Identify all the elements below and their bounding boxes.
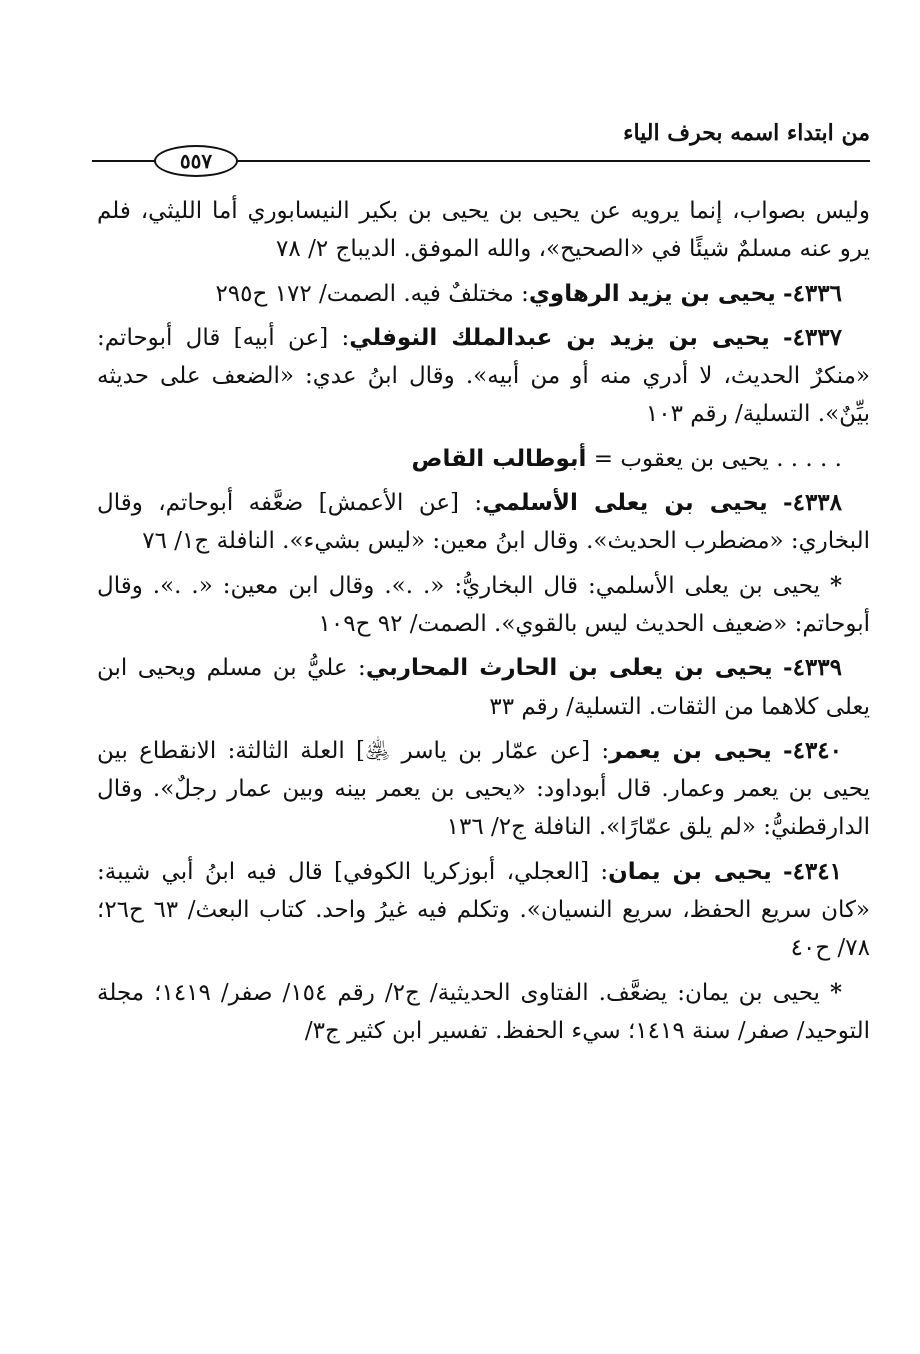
entry-text: : [عن أبيه] قال أبوحاتم: «منكرٌ الحديث، لا أدري منه أو من أبيه». وقال ابنُ عدي: «الضعف على حديثه بيِّنٌ». التسلية/ رقم ١٠٣: [97, 324, 870, 428]
entry-4341-note: [97, 974, 870, 1051]
entry-text: : [عن الأعمش] ضعَّفه أبوحاتم، وقال البخاري: «مضطرب الحديث». وقال ابنُ معين: «ليس بشيء». النافلة ج١/ ٧٦: [97, 490, 870, 555]
entry-text: : [العجلي، أبوزكريا الكوفي] قال فيه ابنُ أبي شيبة: «كان سريع الحفظ، سريع النسيان». وتكلم فيه غيرُ واحد. كتاب البعث/ ٦٣ ح٢٦؛ ٧٨/ ح٤٠: [97, 858, 870, 962]
entry-number: ٤٣٣٦-: [783, 279, 842, 307]
entry-4340: [97, 732, 870, 847]
entry-number: ٤٣٤٠-: [783, 736, 843, 764]
entry-text: : مختلفٌ فيه. الصمت/ ١٧٢ ح٢٩٥: [215, 280, 529, 307]
entry-4336: [97, 275, 870, 313]
entry-name: يحيى بن يعلى الأسلمي: [482, 490, 768, 517]
entry-number: ٤٣٤١-: [783, 857, 842, 885]
entry-text: : [عن عمّار بن ياسر ﵁] العلة الثالثة: الانقطاع بين يحيى بن يعمر وعمار. قال أبوداود: «يحيى بن يعمر بينه وبين عمار رجلٌ». وقال الدارقطنيُّ: «لم يلق عمّارًا». النافلة ج٢/ ١٣٦: [97, 737, 870, 841]
body-text: [97, 192, 870, 1056]
running-title: من ابتداء اسمه بحرف الياء: [623, 120, 870, 146]
entry-name: يحيى بن يعمر: [609, 737, 772, 764]
star-marker: *: [829, 978, 843, 1006]
ellipsis-dots: . . . . .: [776, 445, 842, 472]
page-header: [92, 112, 870, 182]
entry-cross-reference: [97, 440, 870, 478]
entry-text: : عليُّ بن مسلم ويحيى ابن يعلى كلاهما من الثقات. التسلية/ رقم ٣٣: [97, 655, 870, 720]
entry-4339: [97, 649, 870, 726]
entry-text: يحيى بن يعلى الأسلمي: قال البخاريُّ: «. .». وقال ابن معين: «. .». وقال أبوحاتم: «ضعيف الحديث ليس بالقوي». الصمت/ ٩٢ ح١٠٩: [97, 572, 870, 637]
entry-4341: [97, 853, 870, 968]
entry-continuation: [97, 192, 870, 269]
entry-name: يحيى بن يزيد الرهاوي: [528, 280, 776, 307]
entry-text: يحيى بن يعقوب =: [593, 445, 769, 472]
entry-text: يحيى بن يمان: يضعَّف. الفتاوى الحديثية/ ج٢/ رقم ١٥٤/ صفر/ ١٤١٩؛ مجلة التوحيد/ صفر/ سنة ١٤١٩؛ سيء الحفظ. تفسير ابن كثير ج٣/: [97, 979, 870, 1044]
entry-name: يحيى بن يعلى بن الحارث المحاربي: [365, 655, 773, 682]
entry-4337: [97, 319, 870, 434]
entry-name: يحيى بن يمان: [608, 858, 772, 885]
entry-4338-note: [97, 567, 870, 644]
entry-name: أبوطالب القاص: [411, 445, 587, 472]
entry-4338: [97, 484, 870, 561]
star-marker: *: [829, 571, 842, 599]
entry-name: يحيى بن يزيد بن عبدالملك النوفلي: [349, 324, 770, 351]
entry-number: ٤٣٣٧-: [783, 323, 842, 351]
entry-number: ٤٣٣٩-: [783, 654, 842, 682]
entry-text: وليس بصواب، إنما يرويه عن يحيى بن يحيى بن بكير النيسابوري أما الليثي، فلم يرو عنه مسلمٌ شيئًا في «الصحيح»، والله الموفق. الديباج ٢/ ٧٨: [97, 198, 870, 263]
page-number: ٥٥٧: [154, 145, 238, 177]
entry-number: ٤٣٣٨-: [783, 489, 843, 517]
